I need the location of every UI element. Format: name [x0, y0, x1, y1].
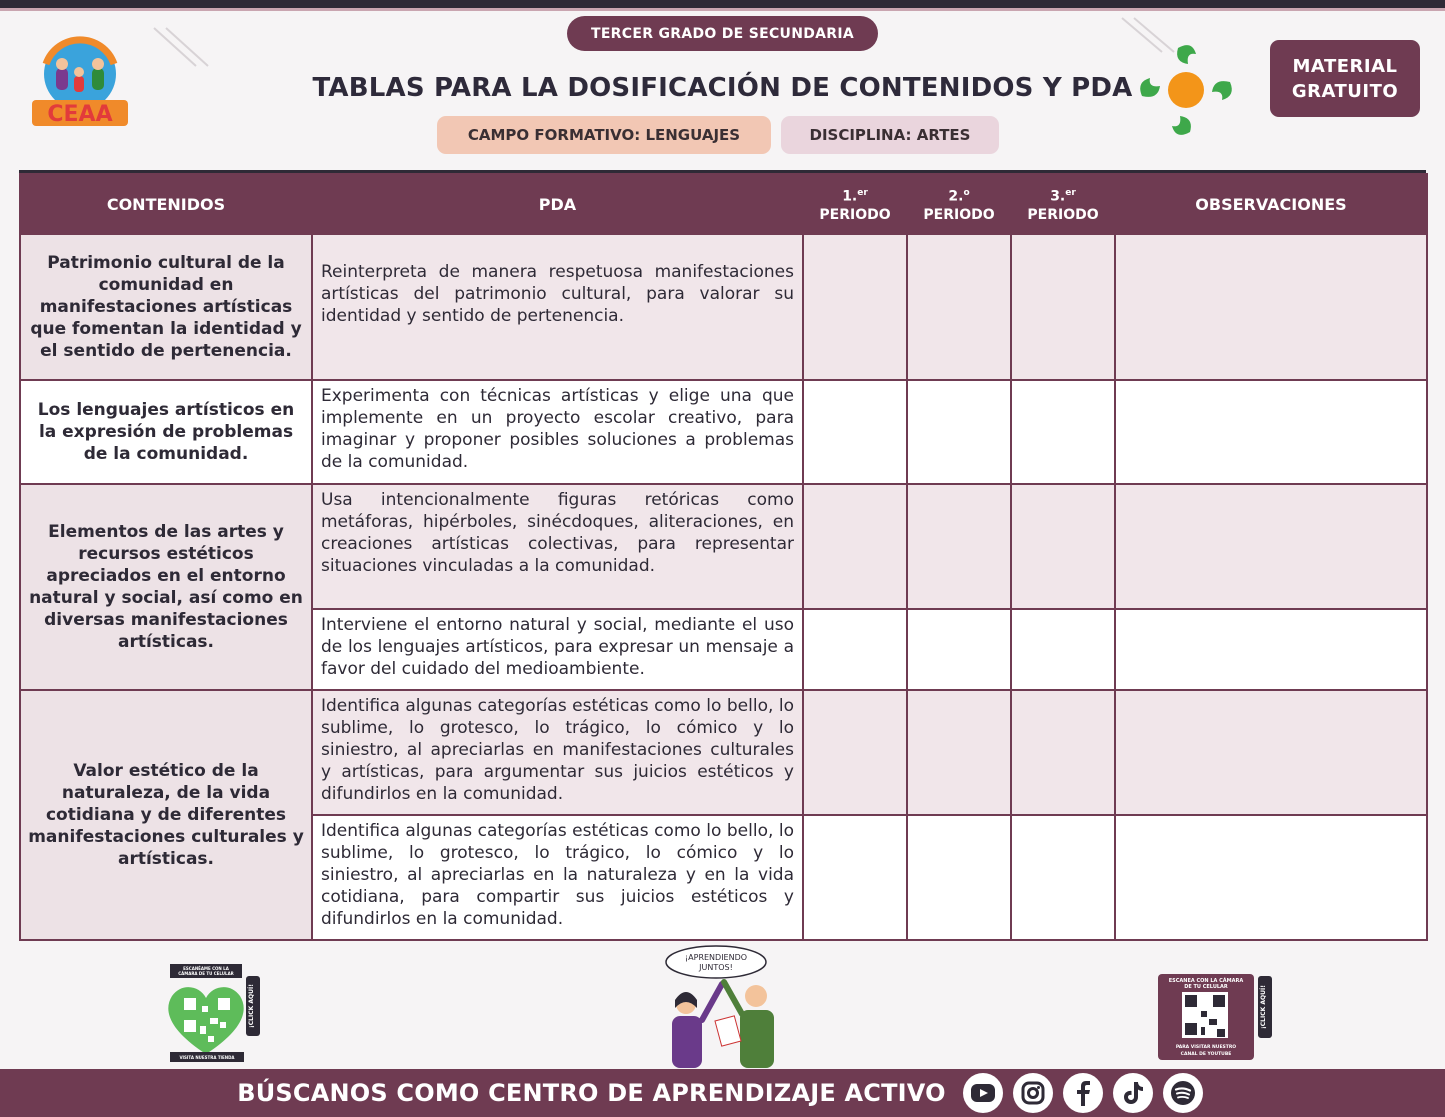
contenido-cell: Patrimonio cultural de la comunidad en manifestaciones artísticas que fomentan la identidad y el sentido de pertenencia. — [20, 234, 312, 380]
periodo-1-cell[interactable] — [803, 690, 907, 815]
periodo-3-cell[interactable] — [1011, 484, 1115, 609]
dosificacion-table — [19, 170, 1426, 941]
observaciones-cell[interactable] — [1115, 234, 1427, 380]
svg-text:ESCANEA CON LA CÁMARA: ESCANEA CON LA CÁMARA — [1168, 978, 1244, 984]
periodo-3-cell[interactable] — [1011, 690, 1115, 815]
table-header-row — [20, 174, 1427, 234]
svg-text:VISITA NUESTRA TIENDA: VISITA NUESTRA TIENDA — [179, 1055, 235, 1060]
youtube-qr-code[interactable] — [1156, 972, 1278, 1062]
youtube-icon[interactable] — [963, 1073, 1003, 1113]
pda-cell: Experimenta con técnicas artísticas y elige una que implemente en un proyecto escolar creativo, para imaginar y proponer posibles soluciones a problemas de la comunidad. — [312, 380, 803, 484]
table-row — [20, 690, 1427, 815]
periodo-3-cell[interactable] — [1011, 380, 1115, 484]
periodo-1-cell[interactable] — [803, 609, 907, 690]
svg-text:CEAA: CEAA — [47, 102, 113, 127]
pda-cell: Identifica algunas categorías estéticas como lo bello, lo sublime, lo grotesco, lo trágico, lo cómico y lo siniestro, al apreciarlas en manifestaciones culturales y artísticas, para argumentar sus juicios estéticos y difundirlos en la comunidad. — [312, 690, 803, 815]
periodo-3-cell[interactable] — [1011, 815, 1115, 940]
decorative-lines — [150, 26, 212, 72]
periodo-2-cell[interactable] — [907, 380, 1011, 484]
periodo-2-cell[interactable] — [907, 484, 1011, 609]
svg-text:¡CLICK AQUÍ!: ¡CLICK AQUÍ! — [248, 984, 255, 1028]
header-periodo-2: 2.$^o$ PERIODO — [907, 174, 1011, 234]
header-contenidos: CONTENIDOS — [20, 174, 312, 234]
periodo-1-cell[interactable] — [803, 380, 907, 484]
footer-bar — [0, 1069, 1445, 1117]
periodo-2-cell[interactable] — [907, 234, 1011, 380]
contenido-cell: Los lenguajes artísticos en la expresión de problemas de la comunidad. — [20, 380, 312, 484]
observaciones-cell[interactable] — [1115, 380, 1427, 484]
svg-text:JUNTOS!: JUNTOS! — [699, 963, 733, 972]
contenido-cell: Valor estético de la naturaleza, de la vida cotidiana y de diferentes manifestaciones culturales y artísticas. — [20, 690, 312, 940]
top-border-accent — [0, 8, 1445, 11]
store-qr-code[interactable] — [162, 962, 266, 1066]
page-title: TABLAS PARA LA DOSIFICACIÓN DE CONTENIDOS Y PDA — [312, 73, 1133, 103]
spotify-icon[interactable] — [1163, 1073, 1203, 1113]
footer-text: BÚSCANOS COMO CENTRO DE APRENDIZAJE ACTIVO — [237, 1079, 946, 1107]
periodo-1-cell[interactable] — [803, 234, 907, 380]
free-material-badge — [1270, 40, 1420, 117]
pda-cell: Reinterpreta de manera respetuosa manifestaciones artísticas del patrimonio cultural, para valorar su identidad y sentido de pertenencia. — [312, 234, 803, 380]
svg-text:DE TU CELULAR: DE TU CELULAR — [1184, 984, 1228, 990]
observaciones-cell[interactable] — [1115, 815, 1427, 940]
table-row — [20, 234, 1427, 380]
campo-formativo-label: CAMPO FORMATIVO: LENGUAJES — [437, 116, 771, 154]
contenido-cell: Elementos de las artes y recursos estéticos apreciados en el entorno natural y social, así como en diversas manifestaciones artísticas. — [20, 484, 312, 690]
observaciones-cell[interactable] — [1115, 609, 1427, 690]
table-row — [20, 380, 1427, 484]
svg-text:¡CLICK AQUÍ!: ¡CLICK AQUÍ! — [1260, 985, 1267, 1029]
header-observaciones: OBSERVACIONES — [1115, 174, 1427, 234]
tiktok-icon[interactable] — [1113, 1073, 1153, 1113]
header-pda: PDA — [312, 174, 803, 234]
disciplina-label: DISCIPLINA: ARTES — [781, 116, 999, 154]
instagram-icon[interactable] — [1013, 1073, 1053, 1113]
observaciones-cell[interactable] — [1115, 690, 1427, 815]
top-border — [0, 0, 1445, 8]
pda-cell: Usa intencionalmente figuras retóricas como metáforas, hipérboles, sinécdoques, aliteraciones, en creaciones artísticas colectivas, para representar situaciones vinculadas a la comunidad. — [312, 484, 803, 609]
grade-label: TERCER GRADO DE SECUNDARIA — [567, 16, 878, 51]
periodo-2-cell[interactable] — [907, 815, 1011, 940]
svg-text:CÁMARA DE TU CELULAR: CÁMARA DE TU CELULAR — [178, 971, 234, 976]
periodo-1-cell[interactable] — [803, 484, 907, 609]
mascots-illustration — [662, 944, 786, 1070]
periodo-2-cell[interactable] — [907, 690, 1011, 815]
periodo-2-cell[interactable] — [907, 609, 1011, 690]
svg-text:CANAL DE YOUTUBE: CANAL DE YOUTUBE — [1180, 1052, 1232, 1057]
header-periodo-1: 1.$^{er}$ PERIODO — [803, 174, 907, 234]
facebook-icon[interactable] — [1063, 1073, 1103, 1113]
pda-cell: Identifica algunas categorías estéticas como lo bello, lo sublime, lo grotesco, lo trágico, lo cómico y lo siniestro, al apreciarlas en la naturaleza y en la vida cotidiana, para compartir sus juicios estéticos y difundirlos en la comunidad. — [312, 815, 803, 940]
observaciones-cell[interactable] — [1115, 484, 1427, 609]
nem-emblem-icon — [1134, 38, 1238, 138]
svg-text:¡APRENDIENDO: ¡APRENDIENDO — [684, 953, 748, 962]
pda-cell: Interviene el entorno natural y social, mediante el uso de los lenguajes artísticos, para expresar un mensaje a favor del cuidado del medioambiente. — [312, 609, 803, 690]
badge-line-1: MATERIAL — [1292, 55, 1398, 77]
periodo-3-cell[interactable] — [1011, 234, 1115, 380]
ceaa-logo — [26, 34, 134, 130]
svg-text:PARA VISITAR NUESTRO: PARA VISITAR NUESTRO — [1175, 1045, 1237, 1050]
badge-line-2: GRATUITO — [1291, 80, 1399, 102]
periodo-3-cell[interactable] — [1011, 609, 1115, 690]
header-periodo-3: 3.$^{er}$ PERIODO — [1011, 174, 1115, 234]
periodo-1-cell[interactable] — [803, 815, 907, 940]
table-row — [20, 484, 1427, 609]
svg-text:ESCANÉAME CON LA: ESCANÉAME CON LA — [183, 966, 229, 971]
